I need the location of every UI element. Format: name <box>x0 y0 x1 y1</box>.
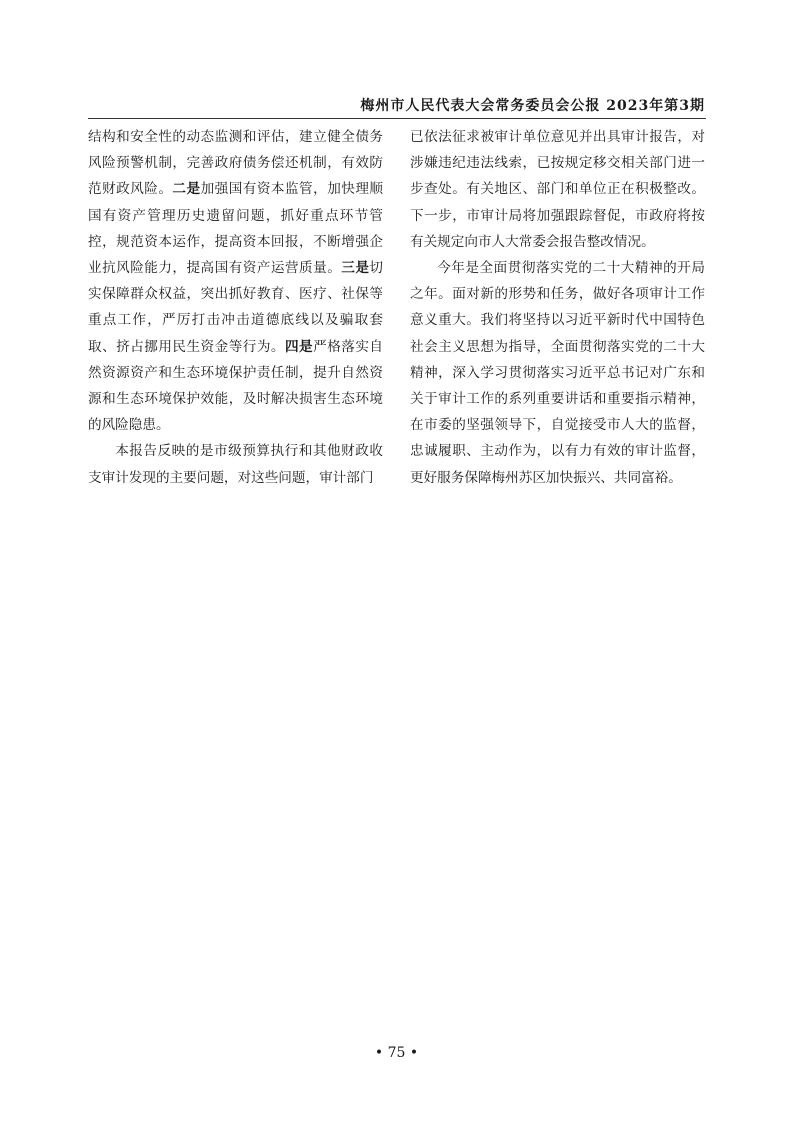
paragraph-continued: 已依法征求被审计单位意见并出具审计报告，对涉嫌违纪违法线索，已按规定移交相关部门进一步查处。有关地区、部门和单位正在积极整改。下一步，市审计局将加强跟踪督促，市政府将按有关规定向市人大常委会报告整改情况。 <box>410 129 705 250</box>
right-column <box>410 124 705 491</box>
text-run: 切实保障群众权益，突出抓好教育、医疗、社保等重点工作，严厉打击冲击道德底线以及骗取套取、挤占挪用民生资金等行为。 <box>88 260 383 355</box>
text-run: 加强国有资本监管，加快理顺国有资产管理历史遗留问题，抓好重点环节管控，规范资本运作，提高资本回报，不断增强企业抗风险能力，提高国有资产运营质量。 <box>88 181 383 277</box>
running-header: 梅州市人民代表大会常务委员会公报 2023年第3期 <box>360 98 705 114</box>
bold-lead: 三是 <box>341 260 370 277</box>
header-rule <box>88 118 706 119</box>
bold-lead: 二是 <box>172 181 201 198</box>
paragraph-closing: 今年是全面贯彻落实党的二十大精神的开局之年。面对新的形势和任务，做好各项审计工作意义重大。我们将坚持以习近平新时代中国特色社会主义思想为指导，全面贯彻落实党的二十大精神，深入学习贯彻落实习近平总书记对广东和关于审计工作的系列重要讲话和重要指示精神，在市委的坚强领导下，自觉接受市人大的监督，忠诚履职、主动作为，以有力有效的审计监督，更好服务保障梅州苏区加快振兴、共同富裕。 <box>410 260 705 486</box>
left-column <box>88 124 383 491</box>
page-number: • 75 • <box>374 1045 419 1061</box>
text-run: 结构和安全性的动态监测和评估，建立健全债务风险预警机制，完善政府债务偿还机制，有效防范财政风险。 <box>88 129 383 198</box>
paragraph-report-summary: 本报告反映的是市级预算执行和其他财政收支审计发现的主要问题，对这些问题，审计部门 <box>88 443 383 486</box>
bold-lead: 四是 <box>284 338 314 355</box>
paragraph-continued <box>88 124 383 438</box>
text-run: 严格落实自然资源资产和生态环境保护责任制，提升自然资源和生态环境保护效能，及时解决损害生态环境的风险隐患。 <box>88 338 383 434</box>
